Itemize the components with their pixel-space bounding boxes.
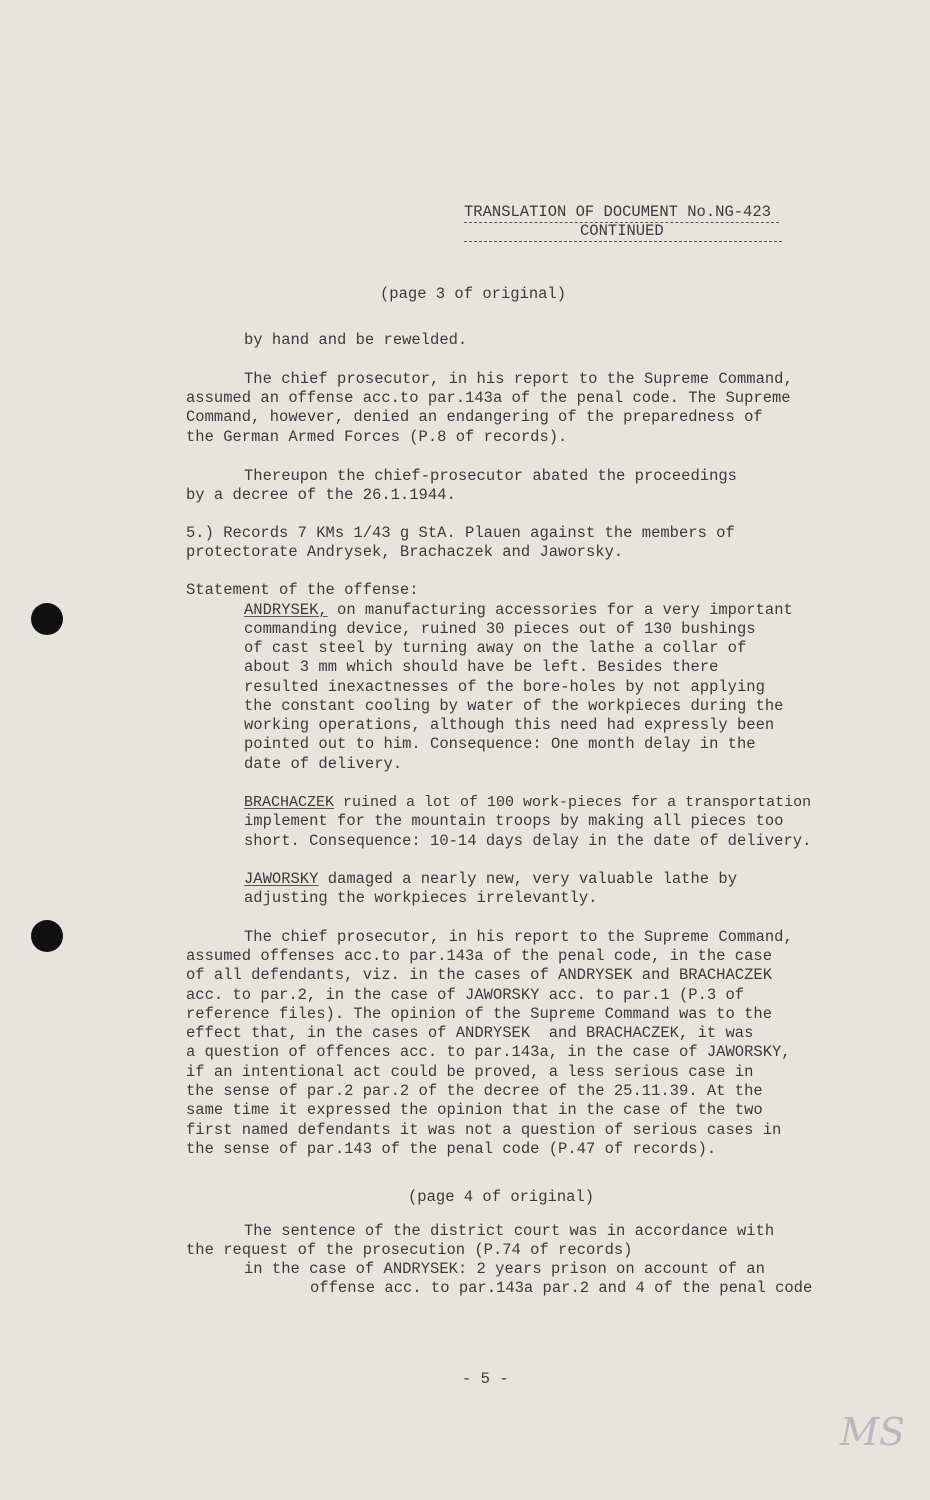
header-title: TRANSLATION OF DOCUMENT No.NG-423 [464,203,771,221]
page-4-label: (page 4 of original) [408,1188,595,1206]
defendant-name: JAWORSKY [244,870,319,888]
handwritten-initials: MS [840,1410,905,1454]
statement-heading: Statement of the offense: [186,581,419,599]
header-underline-2 [464,241,782,243]
punch-hole-top [31,603,63,635]
page-3-label: (page 3 of original) [380,285,567,303]
paragraph-rewelded: by hand and be rewelded. [244,331,468,349]
defendant-name: BRACHACZEK [244,794,335,811]
punch-hole-bottom [31,920,63,952]
defendant-name: ANDRYSEK, [244,601,328,619]
header-continued: CONTINUED [580,222,664,240]
document-page: TRANSLATION OF DOCUMENT No.NG-423 CONTINUED (page 3 of original) by hand and be rewelded. The chief prosecutor, in his report to the Supreme Command, assumed an offense acc.to par.143a of the penal code. The Supreme Command, however, denied an endangering of the preparedness of the German Armed Forces (P.8 of records). Thereupon the chief-prosecutor abated the proceedings by a decree of the 26.1.1944. 5.) Records 7 KMs 1/43 g StA. Plauen against the members of protectorate Andrysek, Brachaczek and Jaworsky. Statement of the offense: ANDRYSEK, on manufacturing accessories for a very important commanding device, ruined 30 pieces out of 130 bushings of cast steel by turning away on the lathe a collar of about 3 mm which should have be left. Besides there resulted inexactnesses of the bore-holes by not applying the constant cooling by water of the workpieces during the working operations, although this need had expressly been pointed out to him. Consequence: One month delay in the date of delivery. BRACHACZEK ruined a lot of 100 work-pieces for a transportation implement for the mountain troops by making all pieces too short. Consequence: 10-14 days delay in the date of delivery. JAWORSKY damaged a nearly new, very valuable lathe by adjusting the workpieces irrelevantly. The chief prosecutor, in his report to the Supreme Command, assumed offenses acc.to par.143a of the penal code, in the case of all defendants, viz. in the cases of ANDRYSEK and BRACHACZEK acc. to par.2, in the case of JAWORSKY acc. to par.1 (P.3 of reference files). The opinion of the Supreme Command was to the effect that, in the cases of ANDRYSEK and BRACHACZEK, it was a question of offences acc. to par.143a, in the case of JAWORSKY, if an intentional act could be proved, a less serious case in the sense of par.2 par.2 of the decree of the 25.11.39. At the same time it expressed the opinion that in the case of the two first named defendants it was not a question of serious cases in the sense of par.143 of the penal code (P.47 of records). (page 4 of original) The sentence of the district court was in accordance with the request of the prosecution (P.74 of records) in the case of ANDRYSEK: 2 years prison on account of an offense acc. to par.143a par.2 and 4 of the penal code - 5 - MS [0,0,930,1500]
page-number: - 5 - [462,1370,509,1388]
